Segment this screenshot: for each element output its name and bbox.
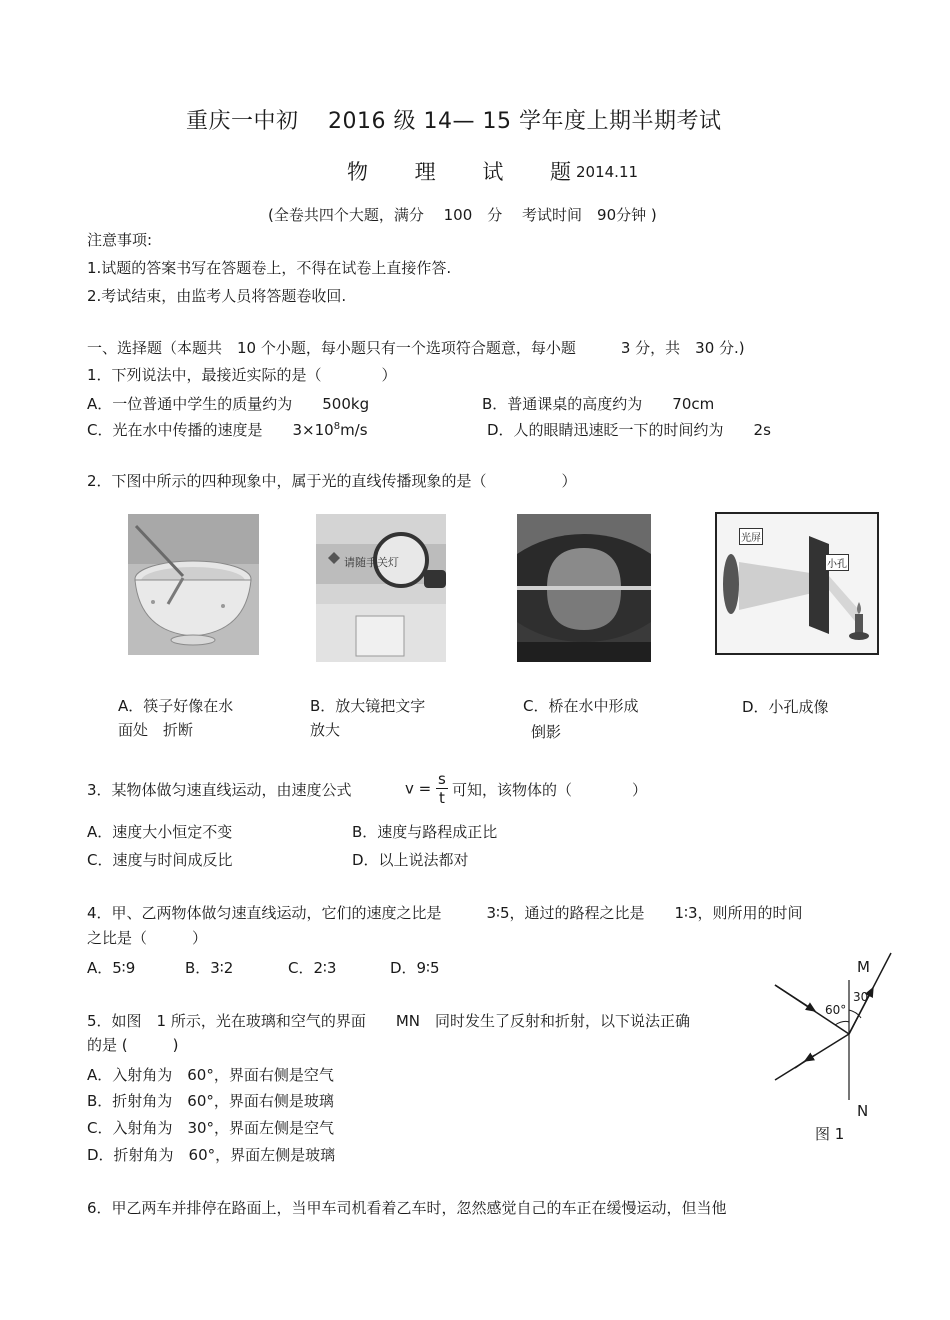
figure-label-n: N: [857, 1102, 869, 1120]
q2-option-a: A．筷子好像在水: [118, 697, 234, 715]
q1-option-c-text: C．光在水中传播的速度是 3×10: [87, 421, 334, 439]
exam-date: 2014.11: [576, 163, 639, 181]
q5-option-b: B．折射角为 60°，界面右侧是玻璃: [87, 1092, 334, 1110]
q3-option-c: C．速度与时间成反比: [87, 851, 233, 869]
q1-option-c-exponent: 8: [333, 421, 341, 432]
sign-text: 请随手关灯: [344, 556, 399, 569]
exam-subtitle: 物 理 试 题: [347, 160, 592, 184]
q6-stem: 6．甲乙两车并排停在路面上，当甲车司机看着乙车时，忽然感觉自己的车正在缓慢运动，但当他: [87, 1199, 727, 1217]
formula-v: v =: [405, 779, 432, 798]
q4-option-d: D．9∶5: [390, 959, 440, 977]
q4-option-c: C．2∶3: [288, 959, 337, 977]
q1-option-d: D．人的眼睛迅速眨一下的时间约为 2s: [487, 421, 771, 439]
q4-option-b: B．3∶2: [185, 959, 234, 977]
figure-caption: 图 1: [815, 1125, 845, 1143]
q5-option-d: D．折射角为 60°，界面左侧是玻璃: [87, 1146, 336, 1164]
q2-image-c-bridge: [517, 514, 651, 662]
q3-option-d: D．以上说法都对: [352, 851, 469, 869]
bowl-chopstick-illustration: [128, 514, 259, 655]
refraction-diagram: [765, 950, 905, 1145]
bridge-reflection-illustration: [517, 514, 651, 662]
q2-option-d: D．小孔成像: [742, 698, 829, 716]
q4-option-a: A．5∶9: [87, 959, 136, 977]
formula-denominator: t: [438, 789, 445, 807]
magnifier-illustration: [316, 514, 446, 662]
exam-title: 2016 级 14— 15 学年度上期半期考试: [328, 109, 722, 134]
figure-label-60: 60°: [825, 1003, 847, 1017]
q5-option-c: C．入射角为 30°，界面左侧是空气: [87, 1119, 335, 1137]
q4-stem-line2: 之比是（ ）: [87, 929, 208, 947]
q3-stem: 3．某物体做匀速直线运动，由速度公式: [87, 781, 352, 799]
exam-info: (全卷共四个大题，满分 100 分 考试时间 90分钟 ): [268, 206, 657, 224]
figure-1-refraction: [765, 950, 905, 1145]
q2-image-b-magnifier: [316, 514, 446, 662]
screen-label: 光屏: [739, 528, 763, 545]
q1-stem: 1．下列说法中，最接近实际的是（ ）: [87, 366, 397, 384]
q3-option-b: B．速度与路程成正比: [352, 823, 498, 841]
q4-stem: 4．甲、乙两物体做匀速直线运动，它们的速度之比是 3∶5，通过的路程之比是 1∶3，则所用的时间: [87, 904, 803, 922]
q1-option-c-unit: m/s: [340, 421, 368, 439]
q5-stem: 5．如图 1 所示，光在玻璃和空气的界面 MN 同时发生了反射和折射，以下说法正确: [87, 1012, 691, 1030]
hole-label: 小孔: [825, 554, 849, 571]
exam-title-left: 重庆一中初: [186, 109, 299, 134]
q3-stem-end: 可知，该物体的（ ）: [452, 781, 648, 799]
q2-option-c-line2: 倒影: [531, 723, 562, 741]
figure-label-m: M: [857, 958, 870, 976]
q2-option-b-line2: 放大: [310, 721, 341, 739]
q2-image-d-pinhole: [715, 512, 879, 655]
section-heading: 一、选择题（本题共 10 个小题，每小题只有一个选项符合题意，每小题 3 分，共 30 分.): [87, 339, 745, 357]
q1-option-c: [87, 419, 368, 440]
q3-formula: [405, 770, 448, 807]
q5-stem-line2: 的是 ( ): [87, 1036, 179, 1054]
formula-fraction: [436, 770, 448, 807]
q2-image-a-bowl: [128, 514, 259, 655]
q2-option-b: B．放大镜把文字: [310, 697, 426, 715]
note-item: 2.考试结束，由监考人员将答题卷收回.: [87, 287, 347, 305]
formula-numerator: s: [438, 770, 446, 788]
q3-option-a: A．速度大小恒定不变: [87, 823, 233, 841]
q5-option-a: A．入射角为 60°，界面右侧是空气: [87, 1066, 334, 1084]
q1-option-a: A．一位普通中学生的质量约为 500kg: [87, 395, 370, 413]
figure-label-30: 30: [853, 990, 869, 1004]
note-item: 1.试题的答案书写在答题卷上，不得在试卷上直接作答.: [87, 259, 452, 277]
q1-option-b: B．普通课桌的高度约为 70cm: [482, 395, 715, 413]
q2-option-c: C．桥在水中形成: [523, 697, 639, 715]
q2-option-a-line2: 面处 折断: [118, 721, 194, 739]
notes-heading: 注意事项:: [87, 231, 153, 249]
q2-stem: 2．下图中所示的四种现象中，属于光的直线传播现象的是（ ）: [87, 472, 577, 490]
